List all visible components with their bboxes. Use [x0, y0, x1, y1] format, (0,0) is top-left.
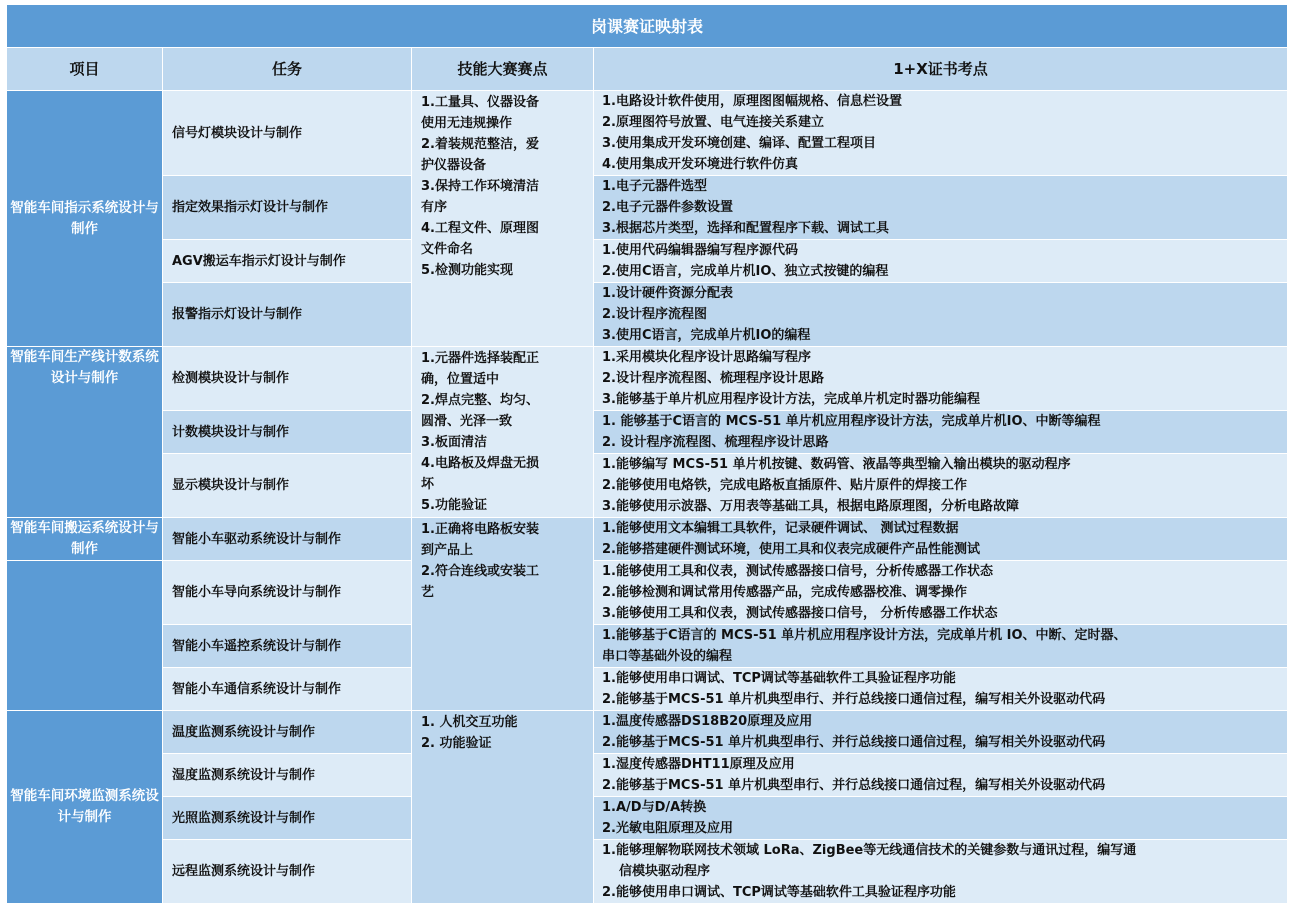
- cert-points: [594, 240, 1288, 283]
- cert-line: 2.能够基于MCS-51 单片机典型串行、并行总线接口通信过程，编写相关外设驱动代码: [602, 692, 1106, 707]
- cert-line: 1.能够使用工具和仪表，测试传感器接口信号，分析传感器工作状态: [602, 564, 993, 579]
- cert-line: 2.电子元器件参数设置: [602, 200, 733, 215]
- project-cell: [7, 561, 163, 711]
- cert-points: [594, 711, 1288, 754]
- skill-line: 1.工量具、仪器设备: [421, 95, 539, 110]
- header-project: 项目: [7, 48, 163, 91]
- cert-points: [594, 625, 1288, 668]
- header-cert: 1+X证书考点: [594, 48, 1288, 91]
- skill-line: 4.工程文件、原理图: [421, 221, 539, 236]
- task-cell: 智能小车通信系统设计与制作: [163, 668, 412, 711]
- task-cell: 光照监测系统设计与制作: [163, 797, 412, 840]
- cert-line: 2. 设计程序流程图、梳理程序设计思路: [602, 435, 829, 450]
- skill-line: 坏: [421, 477, 435, 492]
- skill-points: [412, 518, 594, 711]
- task-cell: 信号灯模块设计与制作: [163, 91, 412, 176]
- cert-points: [594, 561, 1288, 625]
- skill-line: 确，位置适中: [421, 372, 500, 387]
- skill-line: 2.符合连线或安装工: [421, 564, 539, 579]
- cert-points: [594, 518, 1288, 561]
- skill-line: 2. 功能验证: [421, 736, 492, 751]
- project-cell: 智能车间指示系统设计与制作: [7, 91, 163, 347]
- cert-line: 3.能够基于单片机应用程序设计方法，完成单片机定时器功能编程: [602, 392, 980, 407]
- project-cell: 智能车间生产线计数系统设计与制作: [7, 347, 163, 518]
- cert-line: 3.能够使用工具和仪表，测试传感器接口信号， 分析传感器工作状态: [602, 606, 998, 621]
- skill-line: 3.板面清洁: [421, 435, 487, 450]
- skill-line: 1.元器件选择装配正: [421, 351, 539, 366]
- task-cell: AGV搬运车指示灯设计与制作: [163, 240, 412, 283]
- skill-line: 2.焊点完整、均匀、: [421, 393, 539, 408]
- task-cell: 远程监测系统设计与制作: [163, 840, 412, 904]
- skill-line: 艺: [421, 585, 435, 600]
- cert-line: 2.设计程序流程图、梳理程序设计思路: [602, 371, 824, 386]
- task-cell: 检测模块设计与制作: [163, 347, 412, 411]
- skill-line: 文件命名: [421, 242, 474, 257]
- cert-line: 2.设计程序流程图: [602, 307, 707, 322]
- skill-line: 5.检测功能实现: [421, 263, 513, 278]
- cert-points: [594, 797, 1288, 840]
- cert-line: 1.采用模块化程序设计思路编写程序: [602, 350, 811, 365]
- skill-line: 2.着装规范整洁，爱: [421, 137, 539, 152]
- mapping-table: [6, 4, 1288, 904]
- cert-points: [594, 91, 1288, 176]
- cert-points: [594, 176, 1288, 240]
- cert-points: [594, 754, 1288, 797]
- cert-points: [594, 668, 1288, 711]
- skill-points: [412, 91, 594, 347]
- skill-line: 使用无违规操作: [421, 116, 513, 131]
- skill-line: 护仪器设备: [421, 158, 487, 173]
- skill-line: 圆滑、光泽一致: [421, 414, 513, 429]
- cert-line: 1.能够编写 MCS-51 单片机按键、数码管、液晶等典型输入输出模块的驱动程序: [602, 457, 1071, 472]
- skill-line: 1. 人机交互功能: [421, 715, 518, 730]
- task-cell: 湿度监测系统设计与制作: [163, 754, 412, 797]
- skill-line: 到产品上: [421, 543, 474, 558]
- task-cell: 指定效果指示灯设计与制作: [163, 176, 412, 240]
- cert-line: 串口等基础外设的编程: [602, 649, 733, 664]
- skill-line: 5.功能验证: [421, 498, 487, 513]
- cert-line: 2.能够搭建硬件测试环境，使用工具和仪表完成硬件产品性能测试: [602, 542, 980, 557]
- task-cell: 智能小车遥控系统设计与制作: [163, 625, 412, 668]
- cert-line: 3.能够使用示波器、万用表等基础工具，根据电路原理图，分析电路故障: [602, 499, 1019, 514]
- task-cell: 温度监测系统设计与制作: [163, 711, 412, 754]
- skill-points: [412, 347, 594, 518]
- project-cell: 智能车间搬运系统设计与制作: [7, 518, 163, 561]
- task-cell: 显示模块设计与制作: [163, 454, 412, 518]
- skill-line: 有序: [421, 200, 448, 215]
- header-skill: 技能大赛赛点: [412, 48, 594, 91]
- cert-line: 1.能够基于C语言的 MCS-51 单片机应用程序设计方法，完成单片机 IO、中断、定时器、: [602, 628, 1127, 643]
- task-cell: 计数模块设计与制作: [163, 411, 412, 454]
- cert-line: 2.使用C语言，完成单片机IO、独立式按键的编程: [602, 264, 889, 279]
- cert-line: 1.能够使用文本编辑工具软件，记录硬件调试、 测试过程数据: [602, 521, 959, 536]
- cert-line: 1.能够理解物联网技术领域 LoRa、ZigBee等无线通信技术的关键参数与通讯过程，编写通: [602, 843, 1137, 858]
- project-cell: 智能车间环境监测系统设计与制作: [7, 711, 163, 904]
- cert-line: 3.使用C语言，完成单片机IO的编程: [602, 328, 811, 343]
- cert-line: 2.能够使用电烙铁，完成电路板直插原件、贴片原件的焊接工作: [602, 478, 967, 493]
- cert-line: 2.原理图符号放置、电气连接关系建立: [602, 115, 824, 130]
- task-cell: 报警指示灯设计与制作: [163, 283, 412, 347]
- cert-line: 信模块驱动程序: [619, 864, 711, 879]
- cert-line: 2.能够使用串口调试、TCP调试等基础软件工具验证程序功能: [602, 885, 956, 900]
- task-cell: 智能小车驱动系统设计与制作: [163, 518, 412, 561]
- cert-line: 1.设计硬件资源分配表: [602, 286, 733, 301]
- cert-line: 2.能够基于MCS-51 单片机典型串行、并行总线接口通信过程，编写相关外设驱动代码: [602, 735, 1106, 750]
- skill-points: [412, 711, 594, 904]
- cert-line: 4.使用集成开发环境进行软件仿真: [602, 157, 798, 172]
- cert-line: 2.光敏电阻原理及应用: [602, 821, 733, 836]
- cert-points: [594, 840, 1288, 904]
- cert-line: 2.能够基于MCS-51 单片机典型串行、并行总线接口通信过程，编写相关外设驱动代码: [602, 778, 1106, 793]
- cert-points: [594, 454, 1288, 518]
- cert-line: 1.能够使用串口调试、TCP调试等基础软件工具验证程序功能: [602, 671, 956, 686]
- cert-line: 1.温度传感器DS18B20原理及应用: [602, 714, 813, 729]
- cert-points: [594, 347, 1288, 411]
- table-title: 岗课赛证映射表: [7, 5, 1288, 48]
- cert-points: [594, 411, 1288, 454]
- cert-line: 3.使用集成开发环境创建、编译、配置工程项目: [602, 136, 876, 151]
- cert-line: 1.电路设计软件使用，原理图图幅规格、信息栏设置: [602, 94, 902, 109]
- header-task: 任务: [163, 48, 412, 91]
- cert-line: 2.能够检测和调试常用传感器产品，完成传感器校准、调零操作: [602, 585, 967, 600]
- task-cell: 智能小车导向系统设计与制作: [163, 561, 412, 625]
- cert-line: 3.根据芯片类型，选择和配置程序下载、调试工具: [602, 221, 889, 236]
- cert-points: [594, 283, 1288, 347]
- cert-line: 1. 能够基于C语言的 MCS-51 单片机应用程序设计方法，完成单片机IO、中断等编程: [602, 414, 1101, 429]
- cert-line: 1.A/D与D/A转换: [602, 800, 707, 815]
- cert-line: 1.湿度传感器DHT11原理及应用: [602, 757, 795, 772]
- cert-line: 1.电子元器件选型: [602, 179, 707, 194]
- cert-line: 1.使用代码编辑器编写程序源代码: [602, 243, 798, 258]
- skill-line: 4.电路板及焊盘无损: [421, 456, 539, 471]
- skill-line: 1.正确将电路板安装: [421, 522, 539, 537]
- skill-line: 3.保持工作环境清洁: [421, 179, 539, 194]
